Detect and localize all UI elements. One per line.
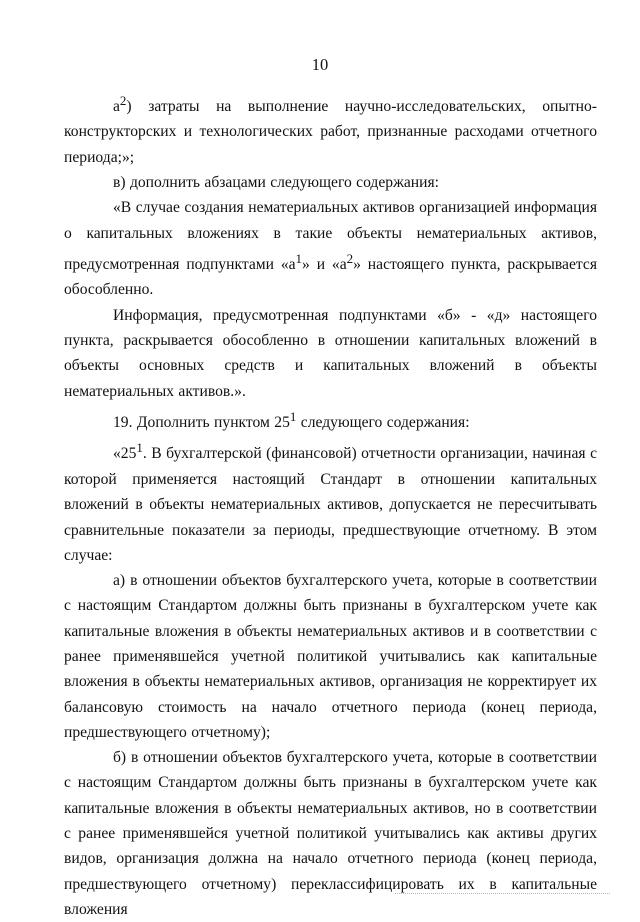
paragraph-intangible-assets-disclosure: «В случае создания нематериальных активов организацией информация о капитальных вложениях в такие объекты нематериальных активов, предусмотренная подпунктами «$а^1$» и «$а^2$» настоящего пункта, раскрывается обособленно. xyxy=(64,199,597,299)
paragraph-capital-investments-disclosure: Информация, предусмотренная подпунктами «б» - «д» настоящего пункта, раскрывается обособленно в отношении капитальных вложений в объекты основных средств и капитальных вложений в объекты нематериальных активов.». xyxy=(64,306,597,400)
paragraph-a2-costs: $а^2$) затраты на выполнение научно-исследовательских, опытно-конструкторских и технологических работ, признанные расходами отчетного периода;»; xyxy=(64,93,597,166)
paragraph-subitem-a: а) в отношении объектов бухгалтерского учета, которые в соответствии с настоящим Стандартом должны быть признаны в бухгалтерском учете как капитальные вложения в объекты нематериальных активов и в соответствии с ранее применявшейся учетной политикой учитывались как капитальные вложения в объекты нематериальных активов, организация не корректирует их балансовую стоимость на начало отчетного периода (конец периода, предшествующего отчетному); xyxy=(64,572,597,741)
paragraph-item-25-1: «$25^1$. В бухгалтерской (финансовой) отчетности организации, начиная с которой применяется настоящий Стандарт в отношении капитальных вложений в объекты нематериальных активов, допускается не пересчитывать сравнительные показатели за периоды, предшествующие отчетному. В этом случае: xyxy=(64,440,597,564)
paragraph-v-add-clauses: в) дополнить абзацами следующего содержания: xyxy=(113,174,439,192)
document-body xyxy=(64,88,597,922)
paragraph-subitem-b: б) в отношении объектов бухгалтерского учета, которые в соответствии с настоящим Стандартом должны быть признаны в бухгалтерском учете как капитальные вложения в объекты нематериальных активов, но в соответствии с ранее применявшейся учетной политикой учитывались как активы других видов, организация должна на начало отчетного периода (конец периода, предшествующего отчетному) переклассифицировать их в капитальные вложения xyxy=(64,749,597,918)
paragraph-item-19: 19. Дополнить пунктом $25^1$ следующего содержания: xyxy=(113,408,470,432)
page-number: 10 xyxy=(311,55,329,74)
bottom-dotted-rule xyxy=(395,893,610,894)
